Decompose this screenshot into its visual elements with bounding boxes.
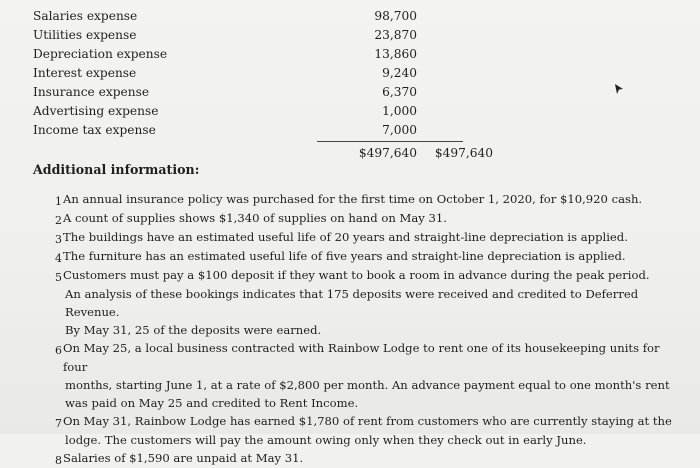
note-number: 8 — [55, 454, 62, 467]
expense-row — [33, 121, 493, 140]
notes-list — [55, 190, 675, 468]
note-text: The buildings have an estimated useful life of 20 years and straight-line depreciation is applied. — [63, 230, 628, 244]
expense-amount: 23,870 — [374, 28, 417, 42]
expense-label: Salaries expense — [33, 9, 138, 23]
expense-row — [33, 45, 493, 64]
mouse-pointer-icon — [614, 83, 624, 95]
note-number: 3 — [55, 233, 62, 246]
expense-amount: 1,000 — [382, 104, 417, 118]
expense-label: Depreciation expense — [33, 47, 168, 61]
note-item — [55, 209, 675, 228]
expense-amount: 7,000 — [382, 123, 417, 137]
note-number: 6 — [55, 344, 62, 357]
note-number: 7 — [55, 417, 62, 430]
additional-info-heading: Additional information: — [33, 162, 200, 177]
expense-row — [33, 83, 493, 102]
note-item — [55, 266, 675, 339]
expense-label: Insurance expense — [33, 85, 150, 99]
note-item — [55, 247, 675, 266]
expense-row — [33, 64, 493, 83]
expense-amount: 6,370 — [382, 85, 417, 99]
expense-label: Interest expense — [33, 66, 137, 80]
credit-total: $497,640 — [434, 146, 493, 160]
note-text: The furniture has an estimated useful life of five years and straight-line depreciation is applied. — [63, 249, 626, 263]
note-text: A count of supplies shows $1,340 of supplies on hand on May 31. — [63, 211, 447, 225]
note-item — [55, 412, 675, 449]
note-text: On May 31, Rainbow Lodge has earned $1,780 of rent from customers who are currently staying at the — [63, 414, 672, 428]
note-number: 2 — [55, 214, 62, 227]
note-text: lodge. The customers will pay the amount owing only when they check out in early June. — [65, 433, 587, 447]
note-number: 5 — [55, 271, 62, 284]
total-rule — [317, 141, 463, 142]
expense-row — [33, 7, 493, 26]
note-item — [55, 339, 675, 412]
note-text: was paid on May 25 and credited to Rent Income. — [65, 396, 359, 410]
debit-total: $497,640 — [358, 146, 417, 160]
note-text: months, starting June 1, at a rate of $2,800 per month. An advance payment equal to one month's rent — [65, 378, 670, 392]
expense-row — [33, 102, 493, 121]
note-text: An annual insurance policy was purchased for the first time on October 1, 2020, for $10,920 cash. — [63, 192, 643, 206]
note-item — [55, 190, 675, 209]
note-number: 4 — [55, 252, 62, 265]
expense-amount: 9,240 — [382, 66, 417, 80]
note-text: By May 31, 25 of the deposits were earned. — [65, 323, 322, 337]
note-item — [55, 449, 675, 468]
note-number: 1 — [55, 195, 62, 208]
note-text: Salaries of $1,590 are unpaid at May 31. — [63, 451, 304, 465]
expense-amount: 13,860 — [374, 47, 417, 61]
note-text: An analysis of these bookings indicates that 175 deposits were received and credited to Deferred Revenue. — [65, 287, 639, 319]
expense-amount: 98,700 — [374, 9, 417, 23]
expense-label: Income tax expense — [33, 123, 156, 137]
expense-label: Advertising expense — [33, 104, 159, 118]
expense-label: Utilities expense — [33, 28, 137, 42]
note-item — [55, 228, 675, 247]
note-text: Customers must pay a $100 deposit if they want to book a room in advance during the peak period. — [63, 268, 650, 282]
expense-row — [33, 26, 493, 45]
note-text: On May 25, a local business contracted with Rainbow Lodge to rent one of its housekeeping units for four — [63, 341, 660, 374]
